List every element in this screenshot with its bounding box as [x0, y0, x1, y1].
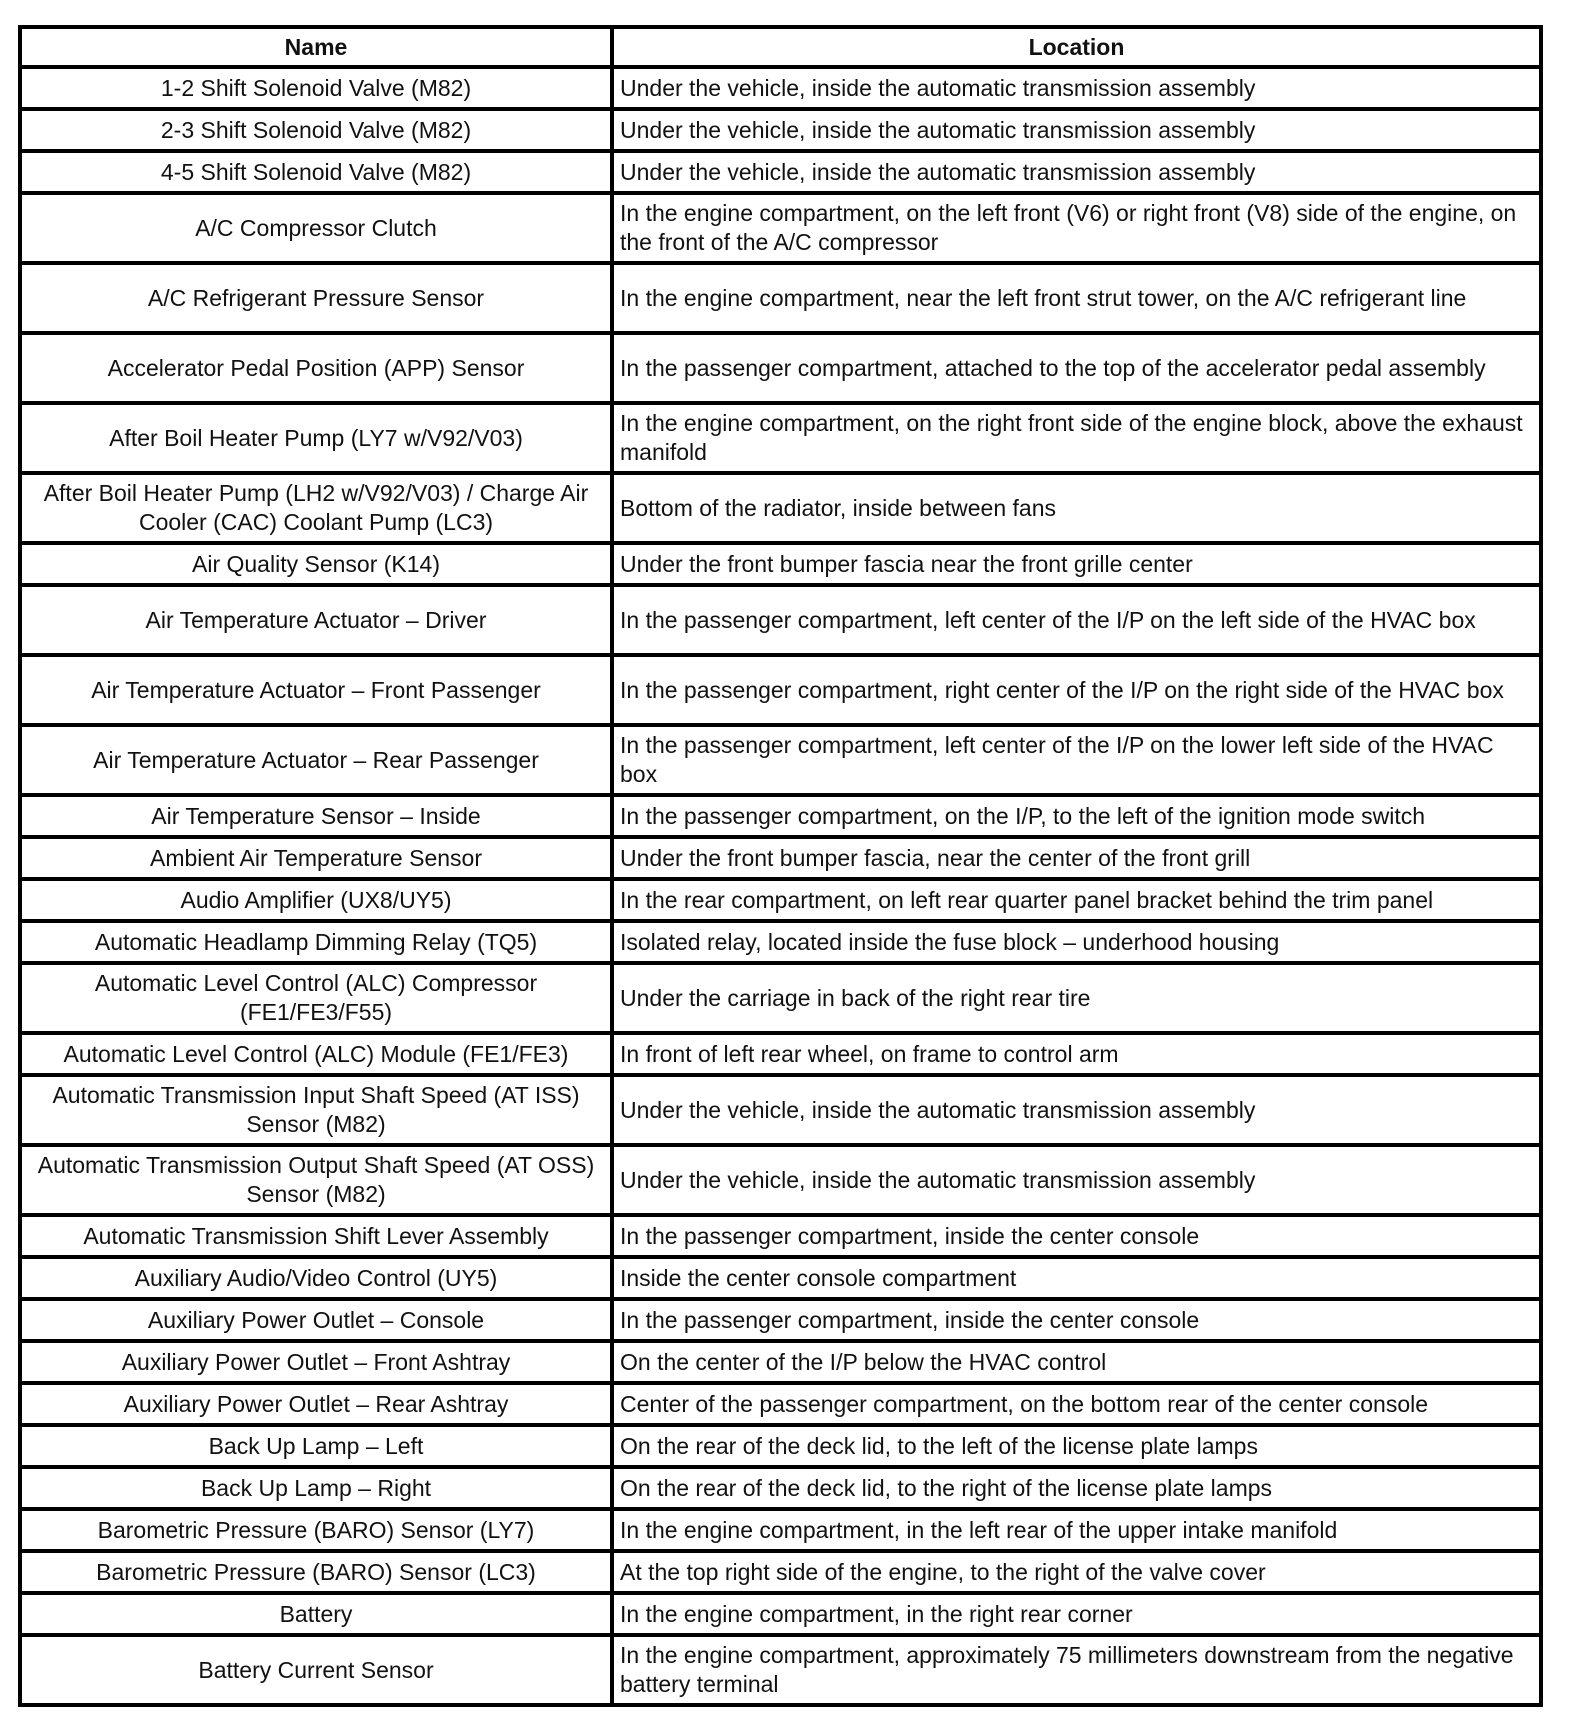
table-row	[20, 837, 1541, 879]
component-location-cell: Under the vehicle, inside the automatic transmission assembly	[612, 1075, 1541, 1145]
component-name-cell: Air Temperature Actuator – Rear Passenger	[20, 725, 612, 795]
table-row	[20, 193, 1541, 263]
table-row	[20, 543, 1541, 585]
component-location-cell: Inside the center console compartment	[612, 1257, 1541, 1299]
component-location-cell: Under the vehicle, inside the automatic transmission assembly	[612, 1145, 1541, 1215]
table-row	[20, 1425, 1541, 1467]
component-name-cell: Audio Amplifier (UX8/UY5)	[20, 879, 612, 921]
component-name-cell: Back Up Lamp – Right	[20, 1467, 612, 1509]
table-row	[20, 67, 1541, 109]
component-location-cell: Isolated relay, located inside the fuse block – underhood housing	[612, 921, 1541, 963]
table-row	[20, 1257, 1541, 1299]
table-row	[20, 1145, 1541, 1215]
table-row	[20, 1509, 1541, 1551]
table-row	[20, 263, 1541, 333]
component-location-cell: In the engine compartment, near the left front strut tower, on the A/C refrigerant line	[612, 263, 1541, 333]
component-location-cell: In the engine compartment, in the right rear corner	[612, 1593, 1541, 1635]
table-row	[20, 879, 1541, 921]
component-location-cell: Center of the passenger compartment, on the bottom rear of the center console	[612, 1383, 1541, 1425]
component-location-cell: On the rear of the deck lid, to the right of the license plate lamps	[612, 1467, 1541, 1509]
component-location-cell: In the engine compartment, on the right front side of the engine block, above the exhaust manifold	[612, 403, 1541, 473]
component-location-cell: In the engine compartment, approximately 75 millimeters downstream from the negative battery terminal	[612, 1635, 1541, 1705]
component-location-cell: Under the front bumper fascia, near the center of the front grill	[612, 837, 1541, 879]
component-name-cell: After Boil Heater Pump (LY7 w/V92/V03)	[20, 403, 612, 473]
table-row	[20, 1593, 1541, 1635]
component-name-cell: Automatic Transmission Input Shaft Speed (AT ISS) Sensor (M82)	[20, 1075, 612, 1145]
table-row	[20, 1635, 1541, 1705]
component-location-cell: In the passenger compartment, left center of the I/P on the left side of the HVAC box	[612, 585, 1541, 655]
component-name-cell: Automatic Level Control (ALC) Compressor (FE1/FE3/F55)	[20, 963, 612, 1033]
table-row	[20, 795, 1541, 837]
table-row	[20, 1215, 1541, 1257]
component-name-cell: Auxiliary Power Outlet – Rear Ashtray	[20, 1383, 612, 1425]
component-name-cell: Air Quality Sensor (K14)	[20, 543, 612, 585]
component-location-cell: In the passenger compartment, left center of the I/P on the lower left side of the HVAC box	[612, 725, 1541, 795]
component-name-cell: 2-3 Shift Solenoid Valve (M82)	[20, 109, 612, 151]
table-row	[20, 109, 1541, 151]
component-name-cell: 4-5 Shift Solenoid Valve (M82)	[20, 151, 612, 193]
table-row	[20, 151, 1541, 193]
component-name-cell: Battery	[20, 1593, 612, 1635]
component-name-cell: Automatic Transmission Output Shaft Speed (AT OSS) Sensor (M82)	[20, 1145, 612, 1215]
table-body	[20, 67, 1541, 1705]
component-name-cell: Air Temperature Actuator – Front Passenger	[20, 655, 612, 725]
component-location-cell: In the passenger compartment, right center of the I/P on the right side of the HVAC box	[612, 655, 1541, 725]
table-row	[20, 921, 1541, 963]
component-location-table	[18, 25, 1543, 1707]
component-location-cell: In the rear compartment, on left rear quarter panel bracket behind the trim panel	[612, 879, 1541, 921]
component-name-cell: Automatic Level Control (ALC) Module (FE1/FE3)	[20, 1033, 612, 1075]
component-name-cell: Ambient Air Temperature Sensor	[20, 837, 612, 879]
component-name-cell: A/C Compressor Clutch	[20, 193, 612, 263]
table-row	[20, 1383, 1541, 1425]
component-name-cell: Back Up Lamp – Left	[20, 1425, 612, 1467]
component-name-cell: Automatic Transmission Shift Lever Assembly	[20, 1215, 612, 1257]
component-location-cell: Bottom of the radiator, inside between fans	[612, 473, 1541, 543]
component-name-cell: Air Temperature Sensor – Inside	[20, 795, 612, 837]
component-location-cell: In the passenger compartment, inside the center console	[612, 1299, 1541, 1341]
component-name-cell: A/C Refrigerant Pressure Sensor	[20, 263, 612, 333]
table-row	[20, 1341, 1541, 1383]
component-location-cell: In the engine compartment, on the left front (V6) or right front (V8) side of the engine, on the front of the A/C compressor	[612, 193, 1541, 263]
component-location-cell: In the passenger compartment, inside the center console	[612, 1215, 1541, 1257]
component-location-cell: Under the carriage in back of the right rear tire	[612, 963, 1541, 1033]
component-name-cell: Accelerator Pedal Position (APP) Sensor	[20, 333, 612, 403]
table-header-row	[20, 27, 1541, 67]
table-row	[20, 1075, 1541, 1145]
component-location-cell: Under the vehicle, inside the automatic transmission assembly	[612, 67, 1541, 109]
component-location-cell: In the passenger compartment, on the I/P, to the left of the ignition mode switch	[612, 795, 1541, 837]
table-row	[20, 585, 1541, 655]
component-location-cell: In the engine compartment, in the left rear of the upper intake manifold	[612, 1509, 1541, 1551]
component-name-cell: Barometric Pressure (BARO) Sensor (LY7)	[20, 1509, 612, 1551]
component-location-cell: On the center of the I/P below the HVAC control	[612, 1341, 1541, 1383]
component-name-cell: Auxiliary Audio/Video Control (UY5)	[20, 1257, 612, 1299]
table-row	[20, 655, 1541, 725]
table-row	[20, 1467, 1541, 1509]
component-name-cell: Barometric Pressure (BARO) Sensor (LC3)	[20, 1551, 612, 1593]
table-row	[20, 1033, 1541, 1075]
table-row	[20, 1299, 1541, 1341]
component-location-cell: Under the vehicle, inside the automatic transmission assembly	[612, 109, 1541, 151]
component-name-cell: Automatic Headlamp Dimming Relay (TQ5)	[20, 921, 612, 963]
column-header-location: Location	[612, 27, 1541, 67]
component-name-cell: Auxiliary Power Outlet – Console	[20, 1299, 612, 1341]
column-header-name: Name	[20, 27, 612, 67]
table-row	[20, 963, 1541, 1033]
component-name-cell: Air Temperature Actuator – Driver	[20, 585, 612, 655]
table-row	[20, 725, 1541, 795]
component-location-cell: On the rear of the deck lid, to the left of the license plate lamps	[612, 1425, 1541, 1467]
component-location-cell: Under the front bumper fascia near the front grille center	[612, 543, 1541, 585]
component-location-cell: In the passenger compartment, attached to the top of the accelerator pedal assembly	[612, 333, 1541, 403]
component-name-cell: Battery Current Sensor	[20, 1635, 612, 1705]
table-row	[20, 1551, 1541, 1593]
component-location-cell: In front of left rear wheel, on frame to control arm	[612, 1033, 1541, 1075]
component-location-cell: Under the vehicle, inside the automatic transmission assembly	[612, 151, 1541, 193]
table-row	[20, 403, 1541, 473]
component-name-cell: After Boil Heater Pump (LH2 w/V92/V03) / Charge Air Cooler (CAC) Coolant Pump (LC3)	[20, 473, 612, 543]
table-row	[20, 473, 1541, 543]
component-name-cell: 1-2 Shift Solenoid Valve (M82)	[20, 67, 612, 109]
table-row	[20, 333, 1541, 403]
component-name-cell: Auxiliary Power Outlet – Front Ashtray	[20, 1341, 612, 1383]
component-location-cell: At the top right side of the engine, to the right of the valve cover	[612, 1551, 1541, 1593]
